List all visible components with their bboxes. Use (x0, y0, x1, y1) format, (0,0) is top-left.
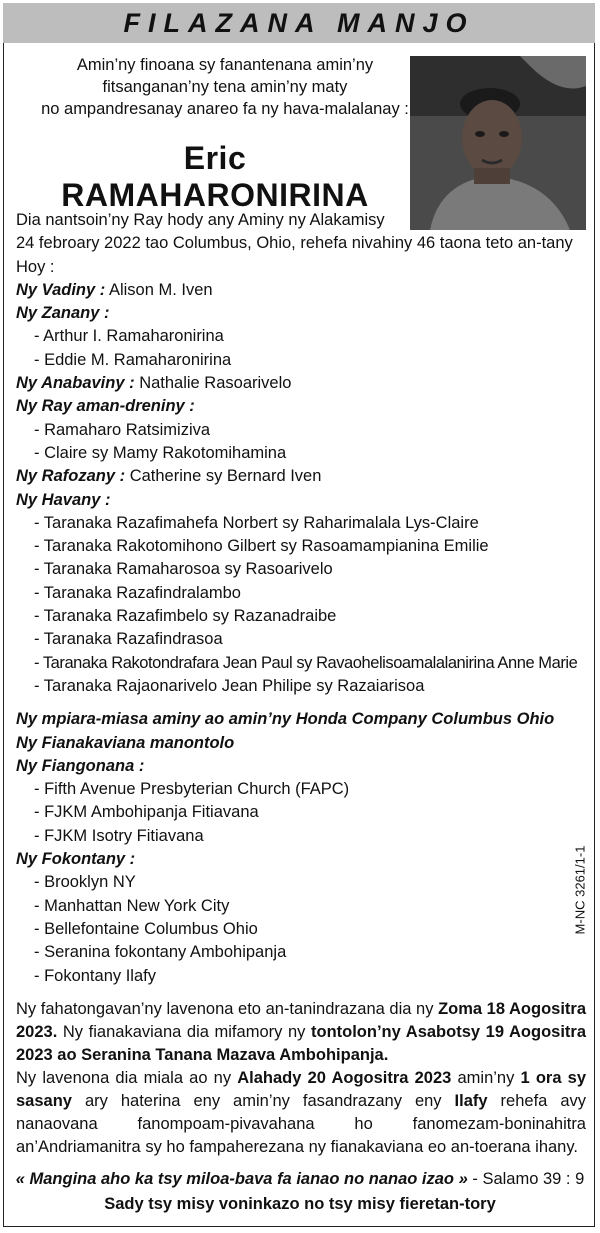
quote-reference: - Salamo 39 : 9 (467, 1170, 585, 1188)
section-label: Ny Fiangonana : (16, 756, 145, 775)
section-label: Ny Fokontany : (16, 850, 136, 869)
list-item: - Fokontany Ilafy (34, 966, 156, 985)
text-run-bold: 1 ora sy sasany (16, 1068, 586, 1110)
section-label: Ny Fianakaviana manontolo (16, 733, 235, 752)
footer-quote (10, 1170, 590, 1189)
intro-text (40, 54, 410, 120)
family-vadiny (16, 279, 586, 302)
text-run: Ny lavenona dia miala ao ny (16, 1068, 238, 1087)
section-value: Catherine sy Bernard Iven (129, 467, 322, 486)
family-anabaviny (16, 372, 586, 395)
list-item: - Taranaka Razafindralambo (34, 583, 241, 602)
portrait-photo (410, 56, 586, 230)
list-item: - Taranaka Razafimahefa Norbert sy Raharimalala Lys-Claire (34, 513, 479, 532)
list-item: - Bellefontaine Columbus Ohio (34, 919, 258, 938)
intro-line: Amin’ny finoana sy fanantenana amin’ny (76, 56, 374, 74)
schedule-paragraph (16, 1067, 586, 1159)
list-item: - Ramaharo Ratsimiziva (34, 420, 211, 439)
announcement-line: Dia nantsoin’ny Ray hody any Aminy ny Alakamisy (16, 211, 385, 229)
text-run: Ny fahatongavan’ny lavenona eto an-tanindrazana dia ny (16, 999, 439, 1018)
intro-line: no ampandresanay anareo fa ny hava-malalanay : (41, 100, 409, 118)
section-label: Ny Zanany : (16, 304, 110, 323)
section-label: Ny Rafozany : (16, 467, 126, 486)
list-item: - Arthur I. Ramaharonirina (34, 327, 224, 346)
text-run-bold: Zoma 18 Aogositra 2023. (16, 999, 587, 1041)
section-label: Ny Vadiny : (16, 280, 106, 299)
family-rafozany (16, 465, 586, 488)
list-item: - Claire sy Mamy Rakotomihamina (34, 443, 287, 462)
text-run-bold: Ilafy (454, 1091, 488, 1110)
list-item: - Taranaka Razafimbelo sy Razanadraibe (34, 607, 337, 626)
text-run: Ny fianakaviana dia mifamory ny (57, 1022, 311, 1041)
notice-body (16, 209, 586, 1159)
section-value: Alison M. Iven (108, 280, 213, 299)
section-value: Nathalie Rasoarivelo (139, 374, 292, 393)
list-item: - Manhattan New York City (34, 896, 230, 915)
text-run-bold: tontolon’ny Asabotsy 19 Aogositra 2023 ao Seranina Tanana Mazava Ambohipanja. (16, 1022, 587, 1064)
list-item: - Eddie M. Ramaharonirina (34, 350, 232, 369)
footer-final-line: Sady tsy misy voninkazo no tsy misy fieretan-tory (104, 1195, 496, 1213)
list-item: - Taranaka Rakotondrafara Jean Paul sy Ravaohelisoamalalanirina Anne Marie (34, 653, 578, 672)
side-reference-text: M-NC 3261/1-1 (572, 845, 588, 935)
list-item: - Taranaka Rakotomihono Gilbert sy Rasoamampianina Emilie (34, 537, 489, 556)
announcement-line: Hoy : (16, 257, 55, 276)
header-banner (3, 3, 595, 43)
text-run: ary haterina eny amin’ny fasandrazany eny (71, 1091, 455, 1110)
list-item: - Taranaka Ramaharosoa sy Rasoarivelo (34, 560, 333, 579)
text-run-bold: Alahady 20 Aogositra 2023 (237, 1068, 452, 1087)
text-run: amin’ny (451, 1068, 521, 1087)
list-item: - Taranaka Razafindrasoa (34, 630, 223, 649)
announcement-line: 24 febroary 2022 tao Columbus, Ohio, rehefa nivahiny 46 taona teto an-tany (16, 234, 573, 253)
section-label: Ny Anabaviny : (16, 374, 135, 393)
deceased-name: Eric RAMAHARONIRINA (61, 140, 369, 213)
spacer (16, 988, 586, 998)
side-reference (568, 840, 592, 940)
list-item: - Fifth Avenue Presbyterian Church (FAPC) (34, 780, 350, 799)
text-run: rehefa avy nanaovana fanompoam-pivavahana ho fanomezam-boninahitra an’Andriamanitra sy ho fampaherezana ny fianakaviana eo an-toerana ihany. (16, 1091, 586, 1156)
section-label: Ny Ray aman-dreniny : (16, 397, 195, 416)
quote-text: « Mangina aho ka tsy miloa-bava fa ianao no nanao izao » (15, 1170, 468, 1188)
list-item: - FJKM Isotry Fitiavana (34, 826, 204, 845)
list-item: - Taranaka Rajaonarivelo Jean Philipe sy Razaiarisoa (34, 676, 425, 695)
notice-title: FILAZANA MANJO (123, 7, 475, 38)
list-item: - Brooklyn NY (34, 873, 136, 892)
section-label: Ny Havany : (16, 490, 111, 509)
list-item: - FJKM Ambohipanja Fitiavana (34, 803, 259, 822)
list-item: - Seranina fokontany Ambohipanja (34, 943, 287, 962)
portrait-image (410, 56, 586, 230)
intro-line: fitsanganan’ny tena amin’ny maty (102, 78, 348, 96)
section-label: Ny mpiara-miasa aminy ao amin’ny Honda Company Columbus Ohio (16, 710, 555, 729)
schedule-paragraph (16, 998, 586, 1067)
spacer (16, 698, 586, 708)
